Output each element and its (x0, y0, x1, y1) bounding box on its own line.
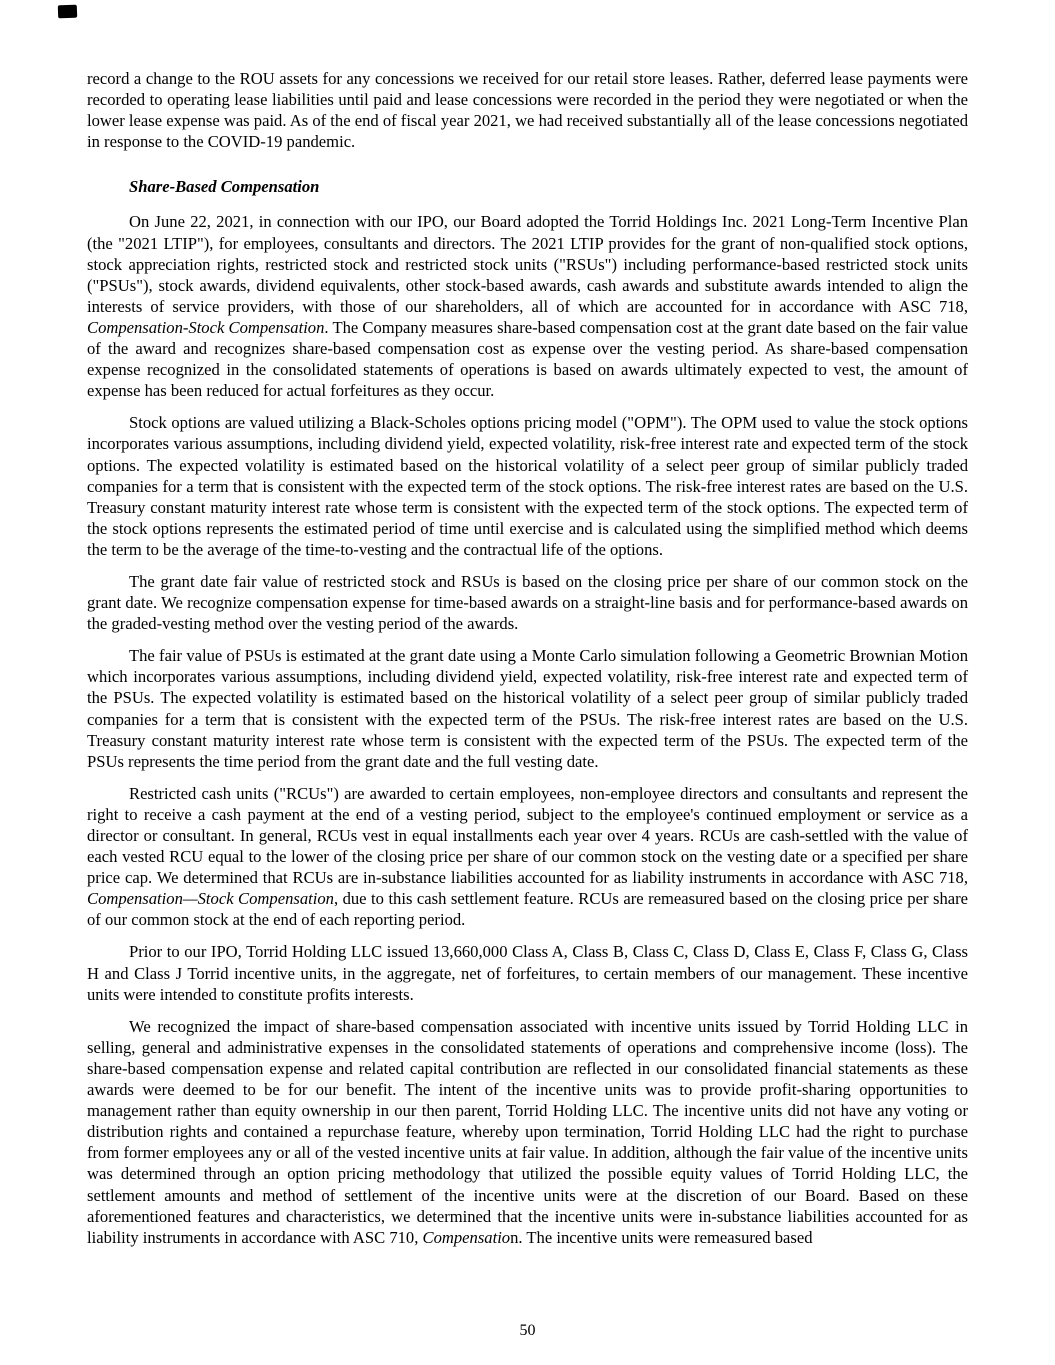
text-segment: Prior to our IPO, Torrid Holding LLC issued 13,660,000 Class A, Class B, Class C, Class D, Class E, Class F, Class G, Class H and Class J Torrid incentive units, in the aggregate, net of forfeitures, to certain members of our management. These incentive units were intended to constitute profits interests. (87, 942, 968, 1004)
text-segment: We recognized the impact of share-based compensation associated with incentive units issued by Torrid Holding LLC in selling, general and administrative expenses in the consolidated statements of operations and comprehensive income (loss). The share-based compensation expense and related capital contribution are reflected in our consolidated financial statements as these awards were deemed to be for our benefit. The intent of the incentive units was to provide profit-sharing opportunities to management rather than equity ownership in our then parent, Torrid Holding LLC. The incentive units did not have any voting or distribution rights and contained a repurchase feature, whereby upon termination, Torrid Holding LLC had the right to purchase from former employees any or all of the vested incentive units at fair value. In addition, although the fair value of the incentive units was determined through an option pricing methodology that utilized the possible equity values of Torrid Holding LLC, the settlement amounts and method of settlement of the incentive units were at the discretion of our Board. Based on these aforementioned features and characteristics, we determined that the incentive units were in-substance liabilities accounted for as liability instruments in accordance with ASC 710, (87, 1016, 968, 1247)
paragraph-lease-concessions (87, 68, 968, 152)
text-segment: Restricted cash units ("RCUs") are awarded to certain employees, non-employee directors and consultants and represent the right to receive a cash payment at the end of a vesting period, subject to the employee's continued employment or service as a director or consultant. In general, RCUs vest in equal installments each year over 4 years. RCUs are cash-settled with the value of each vested RCU equal to the lower of the closing price per share of our common stock on the vesting date or a specified per share price cap. We determined that RCUs are in-substance liabilities accounted for as liability instruments in accordance with ASC 718, (87, 783, 968, 888)
paragraph-restricted-cash-units (87, 783, 968, 931)
text-segment: Compensation-Stock Compensation (87, 317, 325, 337)
text-segment: Compensation—Stock Compensation (87, 889, 334, 909)
paragraph-2021-ltip (87, 211, 968, 401)
text-segment: The grant date fair value of restricted stock and RSUs is based on the closing price per share of our common stock on the grant date. We recognize compensation expense for time-based awards on a straight-line basis and for performance-based awards on the graded-vesting method over the vesting period of the awards. (87, 571, 968, 634)
text-segment: . The Company measures share-based compensation cost at the grant date based on the fair value of the award and recognizes share-based compensation cost as expense over the vesting period. As share-based compensation expense recognized in the consolidated statements of operations is based on awards ultimately expected to vest, the amount of expense has been reduced for actual forfeitures as they occur. (87, 317, 968, 401)
page-number: 50 (519, 1322, 536, 1339)
text-segment: The fair value of PSUs is estimated at the grant date using a Monte Carlo simulation following a Geometric Brownian Motion which incorporates various assumptions, including dividend yield, expected volatility, risk-free interest rate and expected term of the PSUs. The expected volatility is estimated based on the historical volatility of a select peer group of similar publicly traded companies for a term that is consistent with the expected term of the PSUs. The risk-free interest rates are based on the U.S. Treasury constant maturity interest rate whose term is consistent with the expected term of the PSUs. The expected term of the PSUs represents the time period from the grant date and the full vesting date. (87, 646, 968, 771)
text-segment: , due to this cash settlement feature. RCUs are remeasured based on the closing price per share of our common stock at the end of each reporting period. (87, 889, 968, 930)
text-segment: Stock options are valued utilizing a Black-Scholes options pricing model ("OPM"). The OPM used to value the stock options incorporates various assumptions, including dividend yield, expected volatility, risk-free interest rate and expected term of the stock options. The expected volatility is estimated based on the historical volatility of a select peer group of similar publicly traded companies for a term that is consistent with the expected term of the stock options. The risk-free interest rates are based on the U.S. Treasury constant maturity interest rate whose term is consistent with the expected term of the stock options. The expected term of the stock options represents the estimated period of time until exercise and is calculated using the simplified method which deems the term to be the average of the time-to-vesting and the contractual life of the options. (87, 413, 968, 559)
corner-ink-mark (58, 5, 77, 19)
text-segment: n. The incentive units were remeasured based (510, 1227, 813, 1247)
text-segment: On June 22, 2021, in connection with our IPO, our Board adopted the Torrid Holdings Inc. 2021 Long-Term Incentive Plan (the "2021 LTIP"), for employees, consultants and directors. The 2021 LTIP provides for the grant of non-qualified stock options, stock appreciation rights, restricted stock and restricted stock units ("RSUs") including performance-based restricted stock units ("PSUs"), stock awards, dividend equivalents, other stock-based awards, cash awards and substitute awards intended to align the interests of service providers, with those of our shareholders, all of which are accounted for in accordance with ASC 718, (87, 212, 968, 316)
paragraph-pre-ipo-incentive-units (87, 941, 968, 1004)
page-content (87, 68, 968, 1248)
text-segment: Share-Based Compensation (129, 177, 320, 197)
paragraph-stock-options-opm (87, 412, 968, 560)
paragraph-incentive-units-expense (87, 1016, 968, 1248)
heading-share-based-compensation (87, 176, 968, 197)
text-segment: Compensatio (422, 1227, 511, 1247)
paragraph-psu-fair-value (87, 645, 968, 772)
text-segment: record a change to the ROU assets for any concessions we received for our retail store leases. Rather, deferred lease payments were recorded to operating lease liabilities until paid and lease concessions were recorded in the period they were negotiated or when the lower lease expense was paid. As of the end of fiscal year 2021, we had received substantially all of the lease concessions negotiated in response to the COVID-19 pandemic. (87, 69, 969, 152)
paragraph-restricted-stock-rsus (87, 571, 968, 634)
